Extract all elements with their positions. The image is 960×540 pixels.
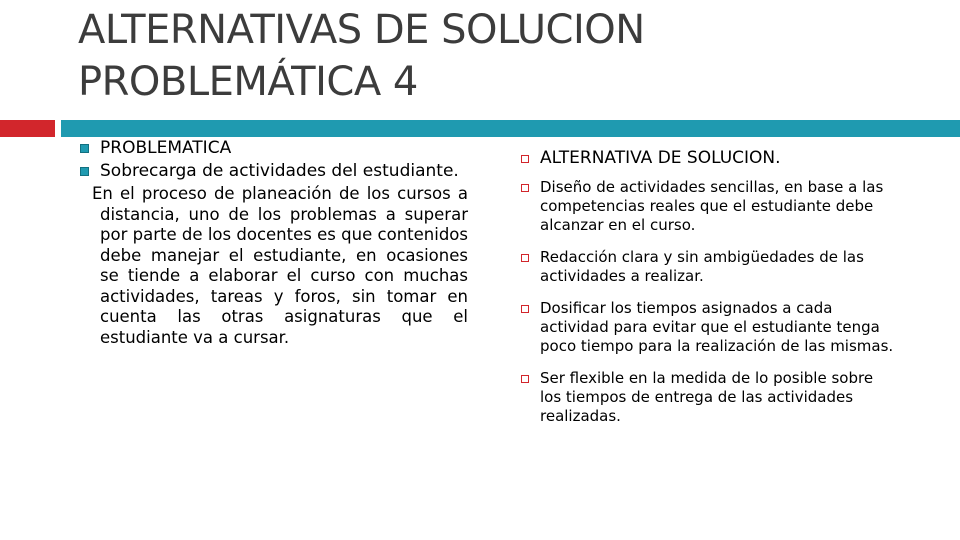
hollow-square-bullet-icon [521,375,529,383]
hollow-square-bullet-icon [521,155,529,163]
solution-item-2 [518,248,898,286]
accent-bar-teal [61,120,960,137]
problem-description: En el proceso de planeación de los cursos a distancia, uno de los problemas a superar por parte de los docentes es que contenidos debe manejar el estudiante, en ocasiones se tiende a elaborar el curso con muchas actividades, tareas y foros, sin tomar en cuenta las otras asignaturas que el estudiante va a cursar. [92,184,468,347]
bullet-text: Sobrecarga de actividades del estudiante. [100,161,459,181]
solution-text: Redacción clara y sin ambigüedades de las actividades a realizar. [540,248,864,285]
solution-item-3 [518,299,898,356]
bullet-sobrecarga [78,161,468,181]
solution-text: Diseño de actividades sencillas, en base a las competencias reales que el estudiante debe alcanzar en el curso. [540,178,884,234]
solution-text: Ser flexible en la medida de lo posible sobre los tiempos de entrega de las actividades realizadas. [540,369,874,425]
left-column [78,138,468,348]
heading-text: ALTERNATIVA DE SOLUCION. [540,148,781,168]
solution-text: Dosificar los tiempos asignados a cada actividad para evitar que el estudiante tenga poco tiempo para la realización de las mismas. [540,299,894,355]
hollow-square-bullet-icon [521,254,529,262]
bullet-text: PROBLEMATICA [100,138,232,158]
square-bullet-icon [80,144,89,153]
slide-title-line-1: ALTERNATIVAS DE SOLUCION [78,7,645,53]
hollow-square-bullet-icon [521,184,529,192]
accent-bar-red [0,120,55,137]
solution-item-4 [518,369,898,426]
right-column [518,148,898,439]
square-bullet-icon [80,167,89,176]
alternativa-heading [518,148,898,169]
slide-title-line-2: PROBLEMÁTICA 4 [78,59,418,105]
solution-item-1 [518,178,898,235]
hollow-square-bullet-icon [521,305,529,313]
slide-title [78,4,948,108]
bullet-problematica [78,138,468,158]
